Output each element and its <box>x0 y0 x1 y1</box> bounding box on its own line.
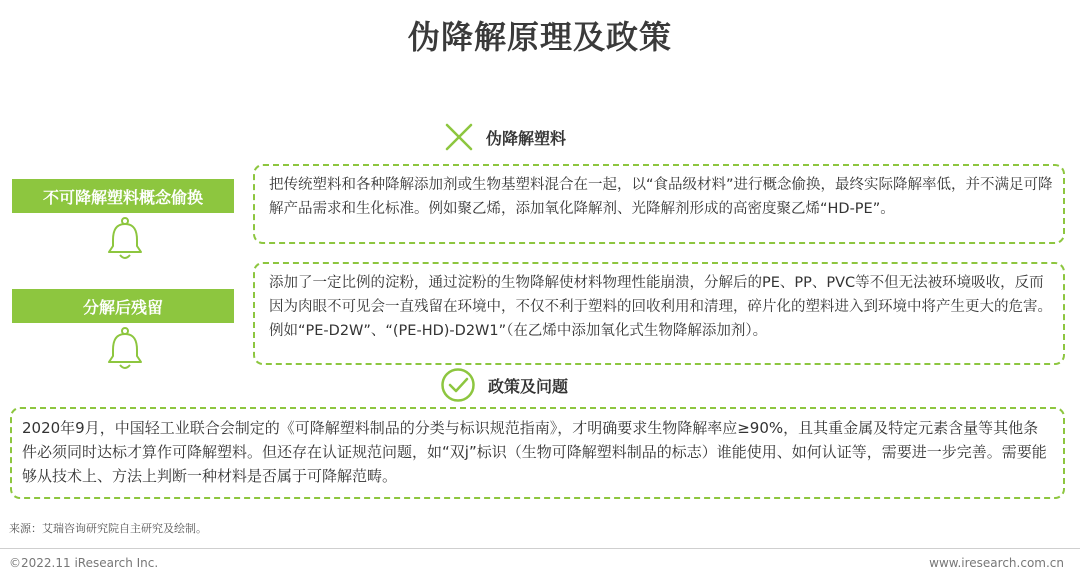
label-residue-after-decomposition: 分解后残留 <box>12 289 234 323</box>
bell-icon <box>105 326 145 372</box>
section-heading-label: 伪降解塑料 <box>486 128 567 148</box>
cross-icon <box>444 122 474 152</box>
section-heading-label: 政策及问题 <box>488 376 569 396</box>
label-non-degradable-concept: 不可降解塑料概念偷换 <box>12 179 234 213</box>
source-note: 来源：艾瑞咨询研究院自主研究及绘制。 <box>9 522 207 535</box>
concept-description-box: 把传统塑料和各种降解添加剂或生物基塑料混合在一起，以“食品级材料”进行概念偷换，最终实际降解率低，并不满足可降解产品需求和生化标准。例如聚乙烯，添加氧化降解剂、光降解剂形成的高密度聚乙烯“HD-PE”。 <box>253 164 1065 244</box>
check-circle-icon <box>440 367 476 403</box>
footer-divider <box>0 548 1080 549</box>
copyright-text: ©2022.11 iResearch Inc. <box>9 556 159 570</box>
bell-icon <box>105 216 145 262</box>
website-link[interactable]: www.iresearch.com.cn <box>929 556 1064 570</box>
section-heading-pseudo-degradable <box>444 122 566 152</box>
residue-description-box: 添加了一定比例的淀粉，通过淀粉的生物降解使材料物理性能崩溃，分解后的PE、PP、PVC等不但无法被环境吸收，反而因为肉眼不可见会一直残留在环境中，不仅不利于塑料的回收利用和清理，碎片化的塑料进入到环境中将产生更大的危害。例如“PE-D2W”、“(PE-HD)-D2W1”（在乙烯中添加氧化式生物降解添加剂）。 <box>253 262 1065 365</box>
page-title: 伪降解原理及政策 <box>407 18 672 56</box>
section-heading-policy <box>440 367 568 403</box>
policy-description-box: 2020年9月，中国轻工业联合会制定的《可降解塑料制品的分类与标识规范指南》，才明确要求生物降解率应≥90%，且其重金属及特定元素含量等其他条件必须同时达标才算作可降解塑料。但还存在认证规范问题，如“双j”标识（生物可降解塑料制品的标志）谁能使用、如何认证等，需要进一步完善。需要能够从技术上、方法上判断一种材料是否属于可降解范畴。 <box>10 407 1065 499</box>
